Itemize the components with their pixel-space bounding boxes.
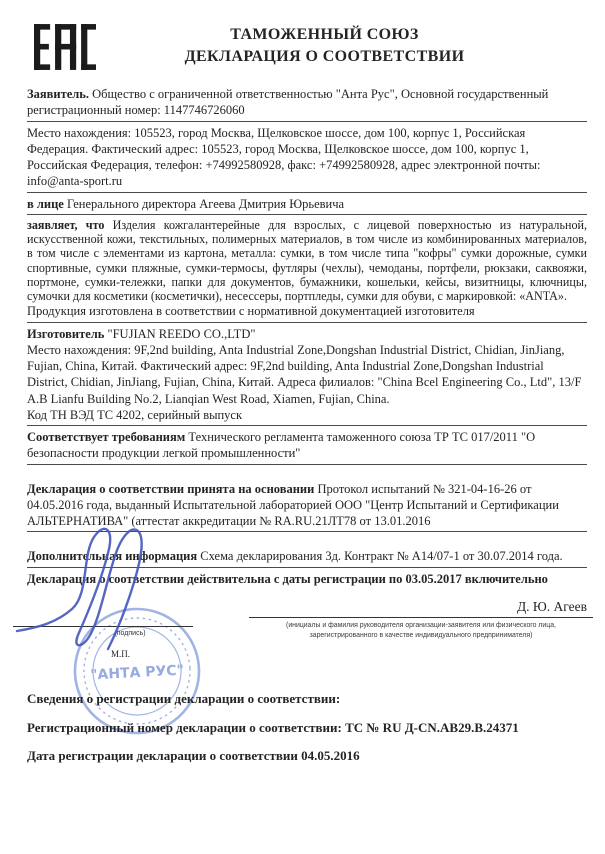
- signature-area: [27, 593, 587, 689]
- spacer: [27, 468, 587, 481]
- basis-text: Протокол испытаний № 321-04-16-26 от 04.05.2016 года, выданный Испытательной лабораторией ООО "Центр Испытаний и Сертификации АЛЬТЕРНАТИВА" (аттестат аккредитации № RA.RU.21ЛТ78 от 13.01.2016: [27, 481, 559, 529]
- signature-line: [13, 626, 193, 627]
- manufacturer-label: Изготовитель: [27, 326, 105, 341]
- additional-info-label: Дополнительная информация: [27, 549, 198, 564]
- registration-number-line: [27, 720, 587, 736]
- signatory-block: [249, 593, 593, 642]
- additional-info-line: [27, 548, 587, 567]
- made-per-line: Продукция изготовлена в соответствии с нормативной документацией изготовителя: [27, 303, 587, 322]
- stamp-place-caption: М.П.: [111, 648, 131, 659]
- eac-logo-icon: [34, 18, 96, 76]
- registration-date-label: Дата регистрации декларации о соответствии: [27, 747, 298, 763]
- title-line-2: ДЕКЛАРАЦИЯ О СООТВЕТСТВИИ: [184, 47, 465, 65]
- compliance-text: Технического регламента таможенного союза ТР ТС 017/2011 "О безопасности продукции легкой промышленности": [27, 430, 536, 461]
- validity-line: Декларация о соответствии действительна с даты регистрации по 03.05.2017 включительно: [27, 571, 548, 586]
- manufacturer-line: [27, 326, 587, 342]
- applicant-section: [27, 86, 587, 122]
- document-content: [0, 18, 605, 764]
- declaration-paragraph: [27, 218, 587, 304]
- document-header: [27, 18, 587, 76]
- title-line-1: ТАМОЖЕННЫЙ СОЮЗ: [230, 26, 419, 43]
- applicant-label: Заявитель.: [27, 87, 89, 101]
- registration-date: 04.05.2016: [297, 747, 360, 763]
- applicant-location: Место нахождения: 105523, город Москва, Щелковское шоссе, дом 100, корпус 1, Российская Федерация. Фактический адрес: 105523, город Москва, Щелковское шоссе, дом 100, корпус 1, Российская Федерация, телефон: +74992580928, факс: +74992580928, адрес электронной почты: info@anta-sport.ru: [27, 125, 587, 193]
- compliance-section: [27, 429, 587, 465]
- additional-info-text: Схема декларирования 3д. Контракт № А14/07-1 от 30.07.2014 года.: [197, 549, 563, 564]
- representative-label: в лице: [27, 196, 64, 211]
- registration-date-line: [27, 748, 587, 764]
- signature-caption: (подпись): [114, 629, 146, 637]
- basis-label: Декларация о соответствии принята на основании: [27, 481, 315, 496]
- representative-text: Генерального директора Агеева Дмитрия Юрьевича: [63, 196, 345, 211]
- declares-label: заявляет, что: [27, 217, 105, 232]
- basis-section: [27, 481, 587, 533]
- manufacturer-code: Код ТН ВЭД ТС 4202, серийный выпуск: [27, 407, 587, 426]
- signatory-caption-line-1: (инициалы и фамилия руководителя организации-заявителя или физического лица,: [286, 621, 556, 629]
- applicant-text: Общество с ограниченной ответственностью "Анта Рус", Основной государственный регистрационный номер: 1147746726060: [27, 87, 549, 118]
- manufacturer-address: Место нахождения: 9F,2nd building, Anta Industrial Zone,Dongshan Industrial District, Chidian, JinJiang, Fujian, China, Китай. Фактический адрес: 9F,2nd building, Anta Industrial Zone,Dongshan Industrial District, Chidian, JinJiang, Fujian, China, Китай. Адреса филиалов: "China Bcel Engineering Co., Ltd", 13/F A.B Lianfu Building No.2, Lianqian West Road, Xiamen, Fujian, China.: [27, 342, 582, 406]
- manufacturer-name: "FUJIAN REEDO CO.,LTD": [104, 326, 256, 341]
- spacer: [27, 535, 587, 548]
- registration-number: ТС № RU Д-CN.АВ29.В.24371: [341, 719, 519, 735]
- declares-text: Изделия кожгалантерейные для взрослых, с лицевой поверхностью из натуральной, искусственной кожи, текстильных, полимерных материалов, в том числе из комбинированных материалов, в том числе с элементами из картона, металла: сумки, в том числе типа "кофры" сумки дорожные, сумки спортивные, сумки пляжные, сумки-термосы, футляры (чехлы), чемоданы, портфели, рюкзаки, саквояжи, портмоне, сумки-тележки, папки для документов, бумажники, кошельки, кейсы, визитницы, ключницы, сумочки для косметики (косметички), несессеры, портпледы, сумки для обуви, с маркировкой: «ANTA».: [27, 217, 587, 304]
- representative-line: [27, 196, 587, 215]
- signatory-name: Д. Ю. Агеев: [249, 593, 593, 618]
- signatory-caption: [249, 621, 593, 642]
- registration-info-title: Сведения о регистрации декларации о соответствии:: [27, 690, 341, 706]
- compliance-label: Соответствует требованиям: [27, 430, 186, 445]
- stamp-text: "АНТА РУС": [89, 662, 185, 684]
- signatory-caption-line-2: зарегистрированного в качестве индивидуального предпринимателя): [309, 632, 533, 640]
- document-title: [96, 18, 587, 67]
- registration-block: [27, 691, 587, 764]
- registration-number-label: Регистрационный номер декларации о соответствии:: [27, 719, 342, 735]
